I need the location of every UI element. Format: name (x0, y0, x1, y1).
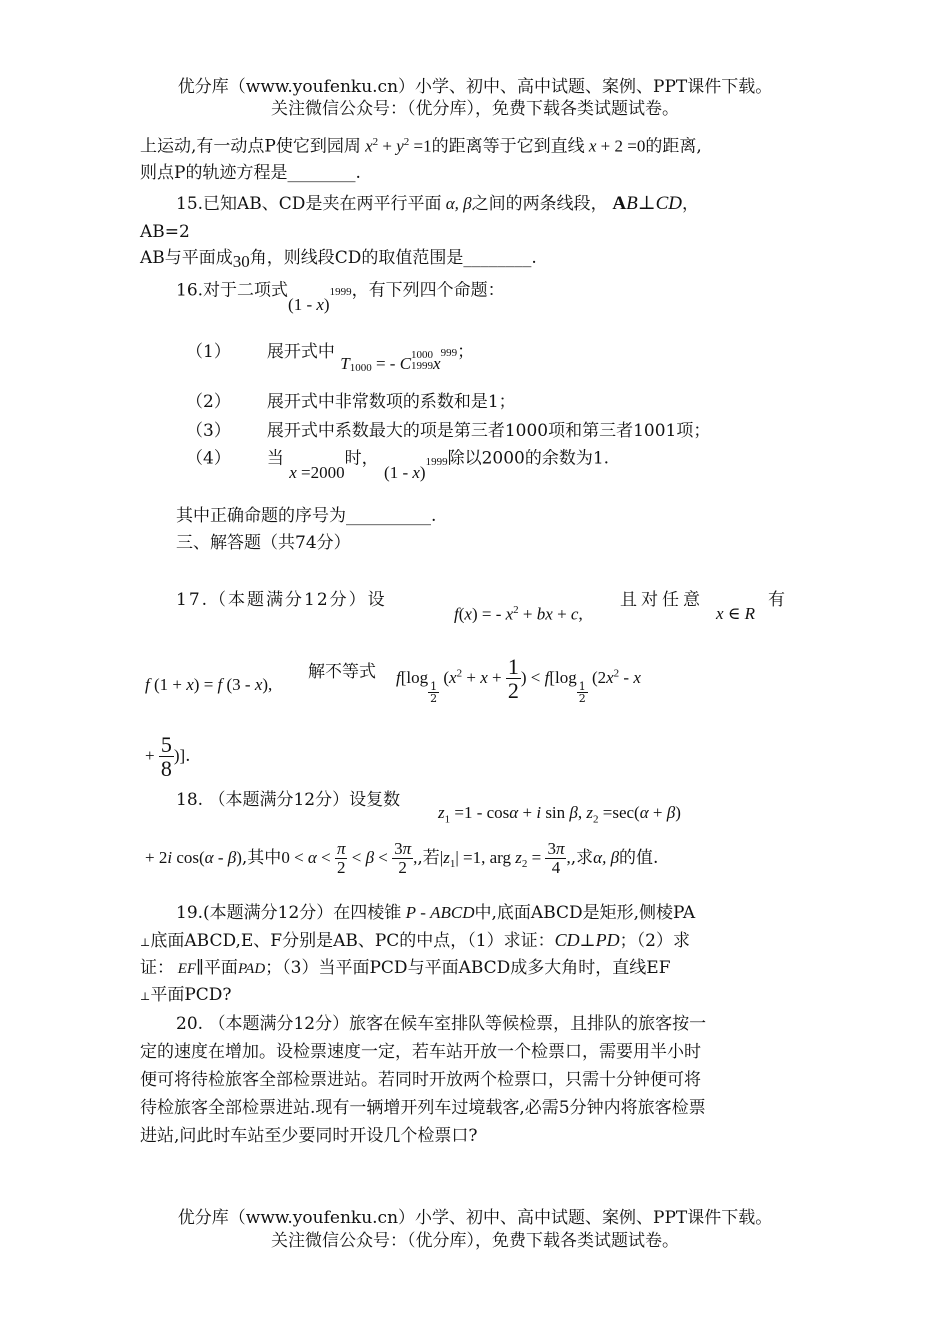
q17-you: 有 (768, 590, 785, 610)
q19-line-1: 19.(本题满分12分）在四棱锥 P - ABCD中,底面ABCD是矩形,侧棱PA (176, 903, 696, 923)
q16-item-2: （2） 展开式中非常数项的系数和是1； (186, 392, 516, 412)
q15-line-1: 15.已知AB、CD是夹在两平行平面 α, β之间的两条线段， AB⊥CD， (176, 193, 699, 214)
q16-answer: 其中正确命题的序号为__________. (176, 506, 437, 526)
q17-forall: 且对任意 (620, 590, 704, 610)
q19-line-3: 证： EF∥平面PAD；（3）当平面PCD与平面ABCD成多大角时，直线EF (140, 958, 671, 978)
q18-line-2: + 2i cos(α - β),其中0 < α < $\frac{\pi}{2}$ < β < $\frac{3\pi}{2}$ ,,若$|z_1| =1$, arg $z_2$ = $\frac{3\pi}{4}$ ,,求α, β的值. (145, 839, 659, 877)
q17-line-1: 17.（本题满分12分）设 (176, 590, 387, 610)
footer-line-2: 关注微信公众号：（优分库），免费下载各类试题试卷。 (271, 1231, 679, 1251)
q19-line-4: ⊥平面PCD? (140, 985, 232, 1005)
q20-line-4: 待检旅客全部检票进站.现有一辆增开列车过境载客,必需5分钟内将旅客检票 (140, 1098, 706, 1118)
header-line-1: 优分库（www.youfenku.cn）小学、初中、高中试题、案例、PPT课件下载。 (177, 77, 773, 97)
footer-line-1: 优分库（www.youfenku.cn）小学、初中、高中试题、案例、PPT课件下载。 (177, 1208, 773, 1228)
q20-line-1: 20. （本题满分12分）旅客在候车室排队等候检票，且排队的旅客按一 (176, 1014, 707, 1034)
q14-line-1: 上运动,有一动点P使它到园周 $x^2 + y^2 =1$的距离等于它到直线 x + 2 =0的距离, (140, 136, 702, 157)
section-3-heading: 三、解答题（共74分） (176, 533, 351, 553)
q20-line-3: 便可将待检旅客全部检票进站。若同时开放两个检票口，只需十分钟便可将 (140, 1070, 701, 1090)
q16-intro: 16.对于二项式(1 - x)$^{1999}$，有下列四个命题： (176, 280, 505, 314)
q17-function: f(x) = - $x^2$ + bx + c, (454, 604, 583, 624)
q14-line-2: 则点P的轨迹方程是________. (140, 163, 361, 183)
q18-line-1: 18. （本题满分12分）设复数 (176, 790, 401, 810)
q16-item-3: （3） 展开式中系数最大的项是第三者1000项和第三者1001项； (186, 421, 711, 441)
q17-inequality-cont: + $\frac{5}{8}$ )]. (145, 732, 191, 782)
q16-item-4: （4） 当 x =2000时， (1 - x)$^{1999}$除以2000的余数为1. (186, 448, 610, 482)
q18-complex: $z_1 =1 - \cos\alpha + i$ sin β, $z_2 =\sec(\alpha + \beta)$ (438, 803, 681, 826)
header-line-2: 关注微信公众号：（优分库），免费下载各类试题试卷。 (271, 99, 679, 119)
q15-line-2: AB=2 (140, 222, 190, 242)
q19-line-2: ⊥底面ABCD,E、F分别是AB、PC的中点，（1）求证：CD⊥PD；（2）求 (140, 930, 690, 951)
q17-domain: x ∈ R (716, 604, 756, 623)
q17-condition: f (1 + x) = f (3 - x), (145, 675, 273, 694)
q15-line-3: AB与平面成30角，则线段CD的取值范围是________. (140, 248, 537, 271)
q16-item-1: （1） 展开式中 $T_{1000}$ = - C 1000 1999 $x^{999}$； (186, 342, 475, 375)
q17-solve-label: 解不等式 (308, 662, 376, 682)
q20-line-2: 定的速度在增加。设检票速度一定，若车站开放一个检票口，需要用半小时 (140, 1042, 701, 1062)
q17-inequality: f[log $\frac{1}{2}$ ($x^2 + x$ + $\frac{1}{2}$ ) < f[log $\frac{1}{2}$ ($2x^2$ - x (396, 654, 641, 706)
q20-line-5: 进站,问此时车站至少要同时开设几个检票口? (140, 1126, 478, 1146)
